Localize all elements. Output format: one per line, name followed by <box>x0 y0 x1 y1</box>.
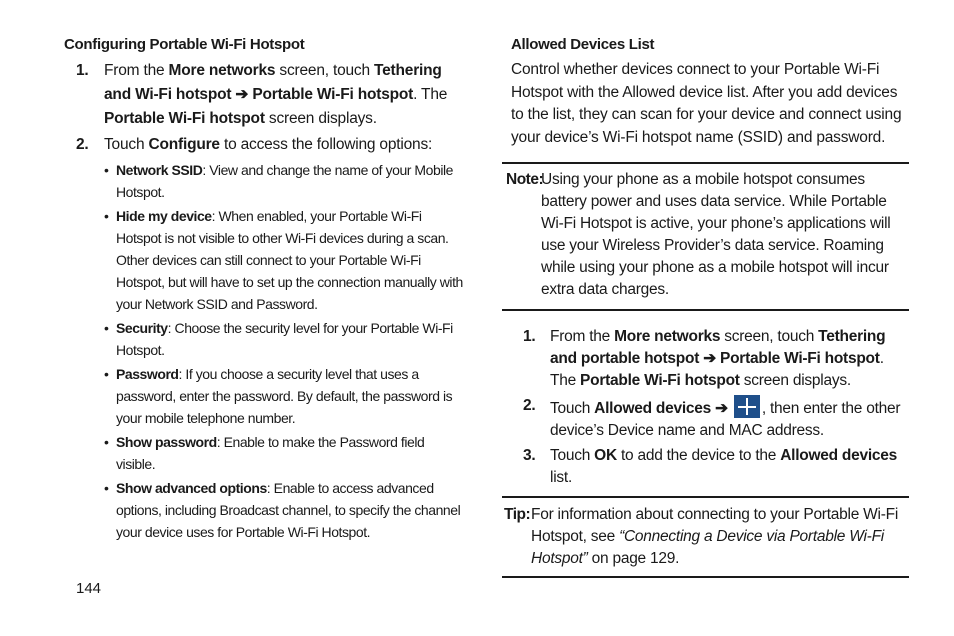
note-label: Note: <box>506 171 544 188</box>
divider <box>502 576 909 578</box>
tip-text: For information about connecting to your Portable Wi-Fi Hotspot, see <box>531 506 899 545</box>
step-bold: Configure <box>148 136 220 153</box>
step-bold: More networks <box>168 62 276 79</box>
arrow-icon: ➔ <box>711 400 732 417</box>
step-bold: Tethering and portable hotspot <box>550 328 886 367</box>
right-step-2 <box>503 395 909 442</box>
step-text: to add the device to the <box>616 447 781 464</box>
option-desc: : View and change the name of your Mobile Hotspot. <box>116 162 453 200</box>
step-bold: Tethering and Wi-Fi hotspot <box>104 62 442 103</box>
step-bold: Allowed devices <box>780 447 898 464</box>
bullet-icon: • <box>104 162 109 178</box>
list-item <box>64 363 464 429</box>
options-list <box>64 159 464 543</box>
step-bold: Portable Wi-Fi hotspot <box>104 110 265 127</box>
option-term: Password <box>116 366 179 382</box>
divider <box>502 496 909 498</box>
step-text: Touch <box>104 136 149 153</box>
bullet-icon: • <box>104 320 109 336</box>
step-text: Touch <box>550 400 595 417</box>
step-number: 3. <box>523 447 536 464</box>
cross-reference-link[interactable]: “Connecting a Device via Portable Wi-Fi Hotspot” <box>531 528 884 567</box>
option-term: Network SSID <box>116 162 203 178</box>
option-term: Security <box>116 320 168 336</box>
option-desc: : Enable to make the Password field visible. <box>116 434 425 472</box>
step-bold: OK <box>594 447 617 464</box>
step-bold: Portable Wi-Fi hotspot <box>720 350 880 367</box>
step-bold: More networks <box>614 328 721 345</box>
option-term: Hide my device <box>116 208 212 224</box>
step-number: 2. <box>76 136 89 153</box>
step-text: to access the following options: <box>219 136 433 153</box>
option-term: Show password <box>116 434 217 450</box>
step-text: , then enter the other device’s Device name and MAC address. <box>550 400 901 439</box>
right-step-1 <box>503 326 909 392</box>
step-text: . The <box>413 86 448 103</box>
arrow-icon: ➔ <box>699 350 720 367</box>
step-text: Touch <box>550 447 595 464</box>
option-term: Show advanced options <box>116 480 267 496</box>
step-text: screen, touch <box>275 62 374 79</box>
step-bold: Portable Wi-Fi hotspot <box>580 372 740 389</box>
left-column <box>64 36 464 545</box>
step-text: screen displays. <box>264 110 377 127</box>
note-block <box>503 169 909 301</box>
tip-text: on page 129. <box>587 550 680 567</box>
bullet-icon: • <box>104 480 109 496</box>
list-item <box>64 477 464 543</box>
left-step-1 <box>64 59 464 131</box>
section-heading-configuring: Configuring Portable Wi-Fi Hotspot <box>64 36 305 53</box>
option-desc: : Choose the security level for your Portable Wi-Fi Hotspot. <box>116 320 453 358</box>
divider <box>502 162 909 164</box>
intro-paragraph: Control whether devices connect to your Portable Wi-Fi Hotspot with the Allowed device list. After you add devices to the list, they can scan for your device and connect using your device’s Wi-Fi hotspot name (SSID) and password. <box>511 61 902 146</box>
tip-block <box>503 504 909 570</box>
tip-label: Tip: <box>504 506 531 523</box>
step-text: From the <box>104 62 169 79</box>
list-item <box>64 205 464 315</box>
list-item <box>64 431 464 475</box>
note-text: Using your phone as a mobile hotspot consumes battery power and uses data service. While Portable Wi-Fi Hotspot is active, your phone’s applications will use your Wireless Provider’s data service. Roaming while using your phone as a mobile hotspot will incur extra data charges. <box>541 171 891 298</box>
list-item <box>64 159 464 203</box>
section-heading-allowed-devices: Allowed Devices List <box>511 36 655 53</box>
option-desc: : Enable to access advanced options, including Broadcast channel, to specify the channel your device uses for Portable Wi-Fi Hotspot. <box>116 480 461 540</box>
step-bold: Allowed devices <box>594 400 712 417</box>
option-desc: : If you choose a security level that uses a password, enter the password. By default, the password is your mobile telephone number. <box>116 366 453 426</box>
right-column <box>503 36 909 578</box>
divider <box>502 309 909 311</box>
list-item <box>64 317 464 361</box>
step-number: 1. <box>523 328 536 345</box>
add-plus-icon <box>734 395 760 418</box>
arrow-icon: ➔ <box>231 86 253 103</box>
step-text: screen, touch <box>720 328 819 345</box>
page-number: 144 <box>76 580 102 597</box>
bullet-icon: • <box>104 366 109 382</box>
step-text: . The <box>550 350 884 389</box>
bullet-icon: • <box>104 434 109 450</box>
step-text: screen displays. <box>739 372 851 389</box>
step-number: 1. <box>76 62 89 79</box>
option-desc: : When enabled, your Portable Wi-Fi Hotspot is not visible to other Wi-Fi devices during a scan. Other devices can still connect to your Portable Wi-Fi Hotspot, but will have to set up the connection manually with your Network SSID and Password. <box>116 208 463 312</box>
right-step-3 <box>503 445 909 489</box>
bullet-icon: • <box>104 208 109 224</box>
step-number: 2. <box>523 397 536 414</box>
step-text: list. <box>550 469 572 486</box>
step-text: From the <box>550 328 615 345</box>
left-step-2 <box>64 133 464 157</box>
step-bold: Portable Wi-Fi hotspot <box>252 86 414 103</box>
